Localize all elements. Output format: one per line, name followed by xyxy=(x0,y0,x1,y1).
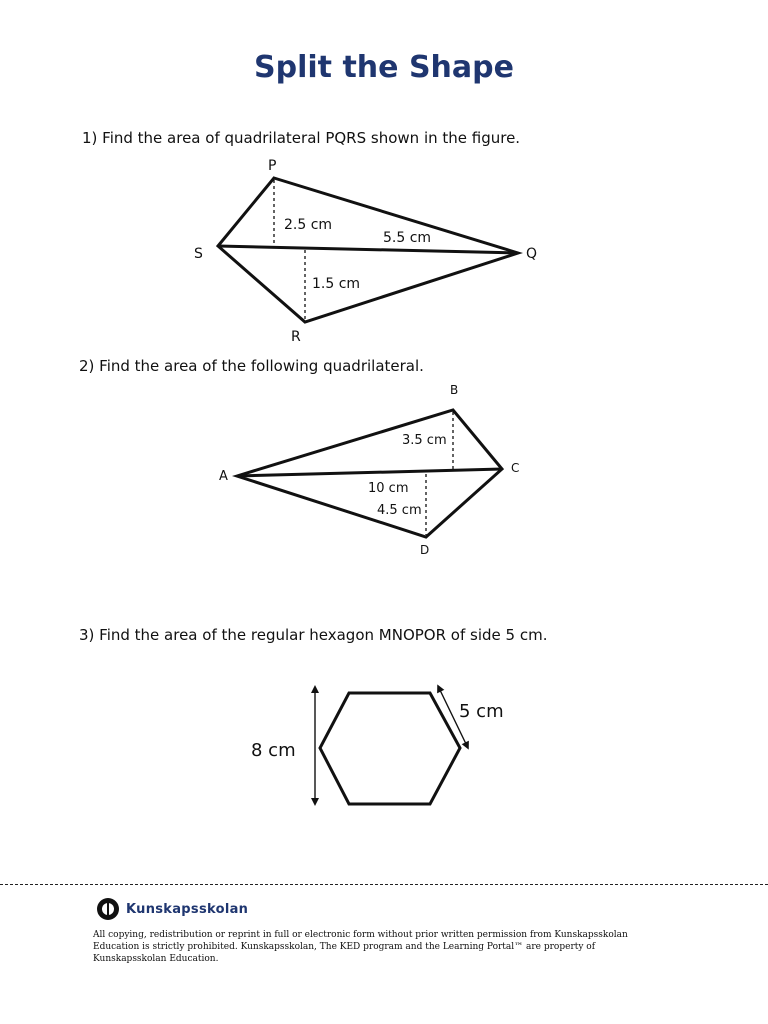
pqrs-height-top-label: 2.5 cm xyxy=(284,217,333,233)
vertex-r-label: R xyxy=(291,329,301,345)
copyright-notice: All copying, redistribution or reprint in full or electronic form without prior written permission from Kunskapsskolan Education is strictly prohibited. Kunskapsskolan, The KED program and the Learning Portal™ are property of Kunskapsskolan Education. xyxy=(93,930,628,964)
pqrs-height-bottom-label: 1.5 cm xyxy=(312,276,361,292)
abcd-diagonal-ac xyxy=(237,469,502,476)
vertex-b-label: B xyxy=(450,383,459,397)
question-2: 2) Find the area of the following quadrilateral. xyxy=(79,357,424,375)
figure-2-quadrilateral-abcd xyxy=(219,383,519,557)
abcd-height-top-label: 3.5 cm xyxy=(402,433,447,448)
hexagon-height-label: 8 cm xyxy=(251,740,296,761)
kunskapsskolan-logo-icon xyxy=(97,898,119,920)
abcd-diagonal-label: 10 cm xyxy=(368,481,409,496)
question-1: 1) Find the area of quadrilateral PQRS shown in the figure. xyxy=(82,129,521,147)
vertex-d-label: D xyxy=(420,543,430,557)
question-3: 3) Find the area of the regular hexagon MNOPOR of side 5 cm. xyxy=(79,626,548,644)
hexagon-side-label: 5 cm xyxy=(459,701,504,722)
vertex-s-label: S xyxy=(194,246,203,262)
vertex-a-label: A xyxy=(219,469,228,484)
pqrs-diagonal-sq xyxy=(218,246,518,253)
brand-name: Kunskapsskolan xyxy=(126,901,249,917)
page-title: Split the Shape xyxy=(254,50,514,85)
vertex-p-label: P xyxy=(268,158,277,174)
figure-1-quadrilateral-pqrs xyxy=(194,158,537,345)
figure-3-regular-hexagon xyxy=(251,688,504,804)
footer-divider xyxy=(0,884,768,885)
footer-logo xyxy=(97,898,248,920)
pqrs-diagonal-label: 5.5 cm xyxy=(383,230,432,246)
vertex-c-label: C xyxy=(511,461,520,475)
abcd-height-bottom-label: 4.5 cm xyxy=(377,503,422,518)
vertex-q-label: Q xyxy=(526,246,538,262)
hexagon-outline xyxy=(320,693,460,804)
